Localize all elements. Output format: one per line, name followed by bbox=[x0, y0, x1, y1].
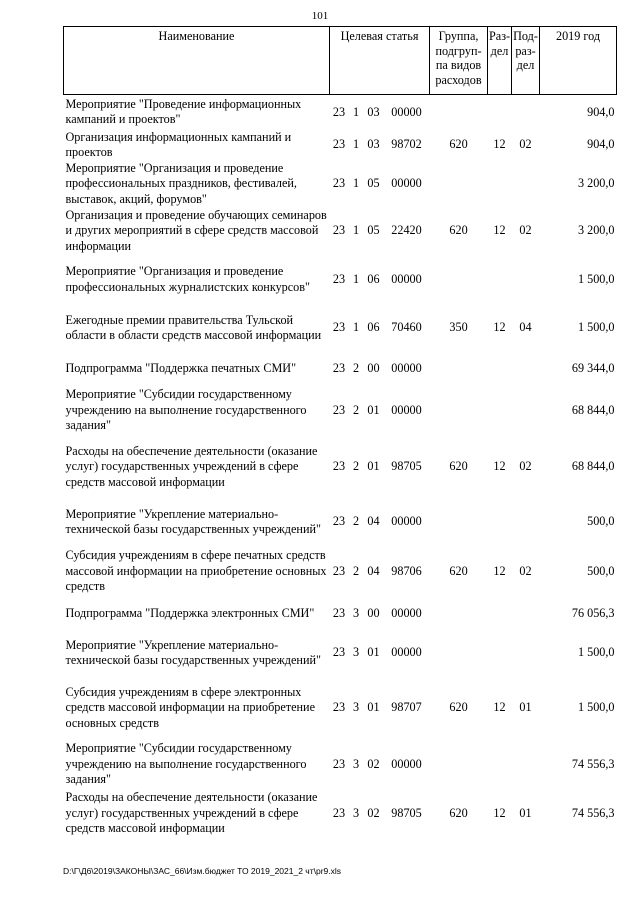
row-name: Мероприятие "Субсидии государственному учреждению на выполнение государственного задания" bbox=[65, 741, 307, 787]
code-event: 06 bbox=[367, 271, 380, 286]
amount-2019: 74 556,3 bbox=[571, 756, 615, 771]
subsection: 02 bbox=[519, 137, 532, 152]
table-row bbox=[64, 352, 617, 386]
code-direction: 98705 bbox=[391, 459, 422, 474]
amount-2019: 69 344,0 bbox=[571, 360, 615, 375]
table-row bbox=[64, 130, 617, 161]
code-event: 05 bbox=[367, 176, 380, 191]
code-event: 04 bbox=[367, 563, 380, 578]
header-subsection: Под-раз-дел bbox=[512, 27, 540, 95]
amount-2019: 500,0 bbox=[587, 514, 615, 529]
section: 12 bbox=[493, 137, 506, 152]
code-subprogram: 3 bbox=[352, 700, 360, 715]
code-program: 23 bbox=[332, 360, 346, 375]
code-program: 23 bbox=[332, 563, 346, 578]
code-event: 05 bbox=[367, 223, 380, 238]
section: 12 bbox=[493, 223, 506, 238]
header-target-article: Целевая статья bbox=[330, 27, 430, 95]
code-subprogram: 1 bbox=[352, 104, 360, 119]
section: 12 bbox=[493, 700, 506, 715]
row-name: Ежегодные премии правительства Тульской области в области средств массовой информации bbox=[65, 312, 322, 342]
page-number: 101 bbox=[311, 10, 329, 22]
amount-2019: 1 500,0 bbox=[577, 320, 615, 335]
code-program: 23 bbox=[332, 645, 346, 660]
section bbox=[488, 95, 512, 130]
row-name: Субсидия учреждениям в сфере печатных средств массовой информации на приобретение основных средств bbox=[65, 548, 327, 594]
row-name: Организация информационных кампаний и проектов bbox=[65, 129, 292, 159]
amount-2019: 68 844,0 bbox=[571, 402, 615, 417]
row-name: Субсидия учреждениям в сфере электронных средств массовой информации на приобретение основных средств bbox=[65, 684, 315, 730]
table-row bbox=[64, 499, 617, 546]
code-direction: 98707 bbox=[391, 700, 422, 715]
code-direction: 00000 bbox=[391, 605, 422, 620]
code-event: 00 bbox=[367, 605, 380, 620]
section: 12 bbox=[493, 320, 506, 335]
code-event: 01 bbox=[367, 645, 380, 660]
table-row bbox=[64, 677, 617, 740]
code-subprogram: 1 bbox=[352, 176, 360, 191]
code-subprogram: 1 bbox=[352, 320, 360, 335]
code-program: 23 bbox=[332, 320, 346, 335]
code-direction: 00000 bbox=[391, 176, 422, 191]
table-header-row bbox=[64, 27, 617, 95]
row-name: Мероприятие "Укрепление материально-технической базы государственных учреждений" bbox=[65, 637, 321, 667]
subsection: 02 bbox=[519, 223, 532, 238]
code-event: 00 bbox=[367, 360, 380, 375]
subsection bbox=[512, 95, 540, 130]
amount-2019: 904,0 bbox=[587, 137, 615, 152]
code-program: 23 bbox=[332, 104, 346, 119]
code-direction: 22420 bbox=[391, 223, 422, 238]
subsection bbox=[512, 161, 540, 208]
amount-2019: 1 500,0 bbox=[577, 645, 615, 660]
row-name: Мероприятие "Организация и проведение профессиональных праздников, фестивалей, выставок, акций, форумов" bbox=[65, 160, 297, 206]
section bbox=[488, 161, 512, 208]
section bbox=[488, 255, 512, 305]
section: 12 bbox=[493, 563, 506, 578]
expense-group: 620 bbox=[449, 223, 468, 238]
section bbox=[488, 386, 512, 436]
section bbox=[488, 740, 512, 790]
code-direction: 98705 bbox=[391, 805, 422, 820]
amount-2019: 1 500,0 bbox=[577, 271, 615, 286]
row-name: Мероприятие "Организация и проведение профессиональных журналистских конкурсов" bbox=[65, 264, 310, 294]
code-program: 23 bbox=[332, 700, 346, 715]
header-year: 2019 год bbox=[540, 27, 617, 95]
code-event: 04 bbox=[367, 514, 380, 529]
table-body bbox=[64, 95, 617, 838]
code-program: 23 bbox=[332, 176, 346, 191]
section bbox=[488, 352, 512, 386]
code-subprogram: 2 bbox=[352, 459, 360, 474]
code-program: 23 bbox=[332, 402, 346, 417]
code-event: 06 bbox=[367, 320, 380, 335]
code-program: 23 bbox=[332, 805, 346, 820]
expense-group bbox=[430, 255, 488, 305]
row-name: Расходы на обеспечение деятельности (оказание услуг) государственных учреждений в сфере средств массовой информации bbox=[65, 443, 318, 489]
budget-table bbox=[63, 26, 617, 838]
row-name: Подпрограмма "Поддержка печатных СМИ" bbox=[65, 360, 297, 375]
code-event: 01 bbox=[367, 459, 380, 474]
amount-2019: 500,0 bbox=[587, 563, 615, 578]
code-subprogram: 3 bbox=[352, 805, 360, 820]
header-section: Раз-дел bbox=[488, 27, 512, 95]
section bbox=[488, 630, 512, 677]
code-subprogram: 2 bbox=[352, 402, 360, 417]
expense-group bbox=[430, 161, 488, 208]
code-program: 23 bbox=[332, 223, 346, 238]
code-direction: 00000 bbox=[391, 514, 422, 529]
row-name: Мероприятие "Укрепление материально-технической базы государственных учреждений" bbox=[65, 506, 321, 536]
amount-2019: 68 844,0 bbox=[571, 459, 615, 474]
header-group: Группа, подгруп-па видов расходов bbox=[430, 27, 488, 95]
section: 12 bbox=[493, 459, 506, 474]
amount-2019: 3 200,0 bbox=[577, 176, 615, 191]
code-direction: 00000 bbox=[391, 402, 422, 417]
code-event: 01 bbox=[367, 402, 380, 417]
code-program: 23 bbox=[332, 271, 346, 286]
section: 12 bbox=[493, 805, 506, 820]
code-subprogram: 3 bbox=[352, 756, 360, 771]
row-name: Мероприятие "Субсидии государственному учреждению на выполнение государственного задания" bbox=[65, 387, 307, 433]
subsection: 01 bbox=[519, 700, 532, 715]
table-row bbox=[64, 740, 617, 790]
amount-2019: 3 200,0 bbox=[577, 223, 615, 238]
expense-group: 620 bbox=[449, 700, 468, 715]
code-direction: 00000 bbox=[391, 104, 422, 119]
code-program: 23 bbox=[332, 756, 346, 771]
expense-group: 620 bbox=[449, 563, 468, 578]
expense-group bbox=[430, 386, 488, 436]
expense-group: 620 bbox=[449, 137, 468, 152]
expense-group: 350 bbox=[449, 320, 468, 335]
code-subprogram: 2 bbox=[352, 360, 360, 375]
code-subprogram: 1 bbox=[352, 137, 360, 152]
subsection: 01 bbox=[519, 805, 532, 820]
file-path-footer: D:\Г\Д6\2019\ЗАКОНЫ\ЗАС_66\Изм.бюджет ТО 2019_2021_2 чт\pr9.xls bbox=[63, 866, 342, 876]
code-subprogram: 2 bbox=[352, 563, 360, 578]
code-direction: 00000 bbox=[391, 756, 422, 771]
code-program: 23 bbox=[332, 514, 346, 529]
code-program: 23 bbox=[332, 605, 346, 620]
code-subprogram: 1 bbox=[352, 223, 360, 238]
code-subprogram: 3 bbox=[352, 605, 360, 620]
code-direction: 70460 bbox=[391, 320, 422, 335]
amount-2019: 1 500,0 bbox=[577, 700, 615, 715]
amount-2019: 74 556,3 bbox=[571, 805, 615, 820]
subsection: 02 bbox=[519, 563, 532, 578]
expense-group bbox=[430, 740, 488, 790]
code-direction: 00000 bbox=[391, 271, 422, 286]
expense-group bbox=[430, 630, 488, 677]
subsection: 04 bbox=[519, 320, 532, 335]
code-subprogram: 2 bbox=[352, 514, 360, 529]
subsection bbox=[512, 352, 540, 386]
code-direction: 00000 bbox=[391, 360, 422, 375]
code-event: 03 bbox=[367, 104, 380, 119]
table-row bbox=[64, 436, 617, 499]
expense-group bbox=[430, 95, 488, 130]
expense-group: 620 bbox=[449, 459, 468, 474]
section bbox=[488, 499, 512, 546]
table-row bbox=[64, 790, 617, 838]
subsection bbox=[512, 386, 540, 436]
code-program: 23 bbox=[332, 137, 346, 152]
table-row bbox=[64, 208, 617, 255]
code-direction: 00000 bbox=[391, 645, 422, 660]
subsection bbox=[512, 255, 540, 305]
expense-group bbox=[430, 598, 488, 630]
subsection bbox=[512, 630, 540, 677]
code-event: 02 bbox=[367, 756, 380, 771]
table-row bbox=[64, 255, 617, 305]
amount-2019: 904,0 bbox=[587, 104, 615, 119]
expense-group bbox=[430, 499, 488, 546]
row-name: Подпрограмма "Поддержка электронных СМИ" bbox=[65, 605, 315, 620]
row-name: Организация и проведение обучающих семинаров и других мероприятий в сфере средств массовой информации bbox=[65, 207, 327, 253]
table-row bbox=[64, 95, 617, 130]
amount-2019: 76 056,3 bbox=[571, 605, 615, 620]
code-event: 03 bbox=[367, 137, 380, 152]
table-row bbox=[64, 161, 617, 208]
header-name: Наименование bbox=[64, 27, 330, 95]
code-program: 23 bbox=[332, 459, 346, 474]
expense-group bbox=[430, 352, 488, 386]
expense-group: 620 bbox=[449, 805, 468, 820]
subsection bbox=[512, 499, 540, 546]
code-subprogram: 3 bbox=[352, 645, 360, 660]
code-direction: 98706 bbox=[391, 563, 422, 578]
table-row bbox=[64, 598, 617, 630]
subsection bbox=[512, 598, 540, 630]
subsection bbox=[512, 740, 540, 790]
table-row bbox=[64, 546, 617, 598]
table-row bbox=[64, 386, 617, 436]
code-event: 02 bbox=[367, 805, 380, 820]
code-subprogram: 1 bbox=[352, 271, 360, 286]
table-row bbox=[64, 630, 617, 677]
row-name: Расходы на обеспечение деятельности (оказание услуг) государственных учреждений в сфере средств массовой информации bbox=[65, 790, 318, 836]
subsection: 02 bbox=[519, 459, 532, 474]
code-direction: 98702 bbox=[391, 137, 422, 152]
table-row bbox=[64, 305, 617, 352]
code-event: 01 bbox=[367, 700, 380, 715]
row-name: Мероприятие "Проведение информационных кампаний и проектов" bbox=[65, 96, 302, 127]
section bbox=[488, 598, 512, 630]
